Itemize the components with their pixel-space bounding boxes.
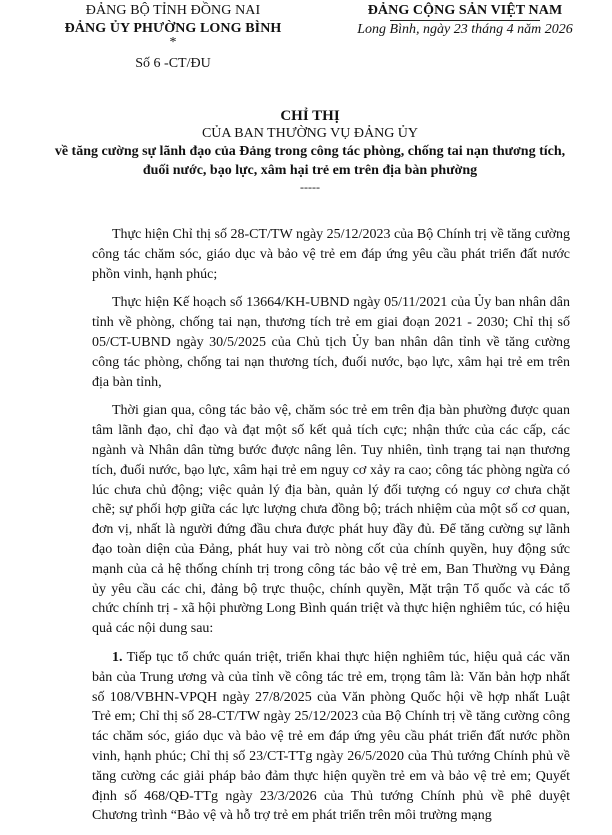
- party-committee-name: ĐẢNG ỦY PHƯỜNG LONG BÌNH: [64, 21, 282, 36]
- parent-party-committee: ĐẢNG BỘ TỈNH ĐỒNG NAI: [85, 3, 261, 18]
- body-paragraph: Thời gian qua, công tác bảo vệ, chăm sóc trẻ em trên địa bàn phường được quan tâm lãnh đạo, chỉ đạo và đạt một số kết quả tích cực; nhận thức của các cấp, các ngành và Nhân dân từng bước được nâng lên. Tuy nhiên, tình trạng tai nạn thương tích, đuối nước, bạo lực, xâm hại trẻ em nguy cơ xảy ra cao; công tác phòng ngừa có lúc chưa chủ động; việc quản lý địa bàn, quản lý đối tượng có nguy cơ chưa chặt chẽ; sự phối hợp giữa các lực lượng chưa đồng bộ; trách nhiệm của một số cơ quan, đơn vị, nhất là người đứng đầu chưa được phát huy đầy đủ. Để tăng cường sự lãnh đạo toàn diện của Đảng, phát huy vai trò nòng cốt của chính quyền, huy động sức mạnh của cả hệ thống chính trị trong công tác bảo vệ trẻ em, Ban Thường vụ Đảng ủy yêu cầu các chi, đảng bộ trực thuộc, chính quyền, Mặt trận Tổ quốc và các tổ chức chính trị - xã hội phường Long Bình quán triệt và thực hiện nghiêm túc, có hiệu quả các nội dung sau:: [92, 403, 570, 637]
- document-type: CHỈ THỊ: [280, 108, 340, 124]
- place-and-date: Long Bình, ngày 23 tháng 4 năm 2026: [357, 22, 573, 37]
- body-paragraph: Thực hiện Kế hoạch số 13664/KH-UBND ngày 05/11/2021 của Ủy ban nhân dân tỉnh về phòng, chống tai nạn, thương tích trẻ em giai đoạn 2021 - 2030; Chỉ thị số 05/CT-UBND ngày 30/5/2025 của Chủ tịch Ủy ban nhân dân tỉnh về tăng cường công tác phòng, chống tai nạn thương tích, đuối nước, bạo lực, xâm hại trẻ em trên địa bàn tỉnh,: [92, 295, 570, 390]
- party-national-header: [330, 2, 600, 39]
- issuing-authority-block: [58, 2, 288, 71]
- body-paragraph: Thực hiện Chỉ thị số 28-CT/TW ngày 25/12/2023 của Bộ Chính trị về tăng cường công tác chăm sóc, giáo dục và bảo vệ trẻ em đáp ứng yêu cầu phát triển đất nước phồn vinh, hạnh phúc;: [92, 227, 570, 282]
- item-text: Tiếp tục tổ chức quán triệt, triển khai thực hiện nghiêm túc, hiệu quả các văn bản của Trung ương và của tỉnh về công tác trẻ em, trọng tâm là: Văn bản hợp nhất số 108/VBHN-VPQH ngày 27/8/2025 của Văn phòng Quốc hội về hợp nhất Luật Trẻ em; Chỉ thị số 28-CT/TW ngày 25/12/2023 của Bộ Chính trị về tăng cường công tác chăm sóc, giáo dục và bảo vệ trẻ em đáp ứng yêu cầu phát triển đất nước phồn vinh, hạnh phúc; Chỉ thị số 23/CT-TTg ngày 26/5/2020 của Thủ tướng Chính phủ về tăng cường các giải pháp bảo đảm thực hiện quyền trẻ em và bảo vệ trẻ em; Quyết định số 468/QĐ-TTg ngày 23/3/2026 của Thủ tướng Chính phủ về phê duyệt Chương trình “Bảo vệ và hỗ trợ trẻ em phát triển trên môi trường mạng: [92, 649, 570, 824]
- party-name: ĐẢNG CỘNG SẢN VIỆT NAM: [367, 3, 563, 18]
- document-issuer: CỦA BAN THƯỜNG VỤ ĐẢNG ỦY: [201, 126, 419, 141]
- numbered-item-1: [92, 648, 570, 826]
- document-body: [92, 225, 570, 835]
- document-number: Số 6 -CT/ĐU: [135, 56, 211, 71]
- item-number: 1.: [112, 649, 123, 665]
- document-subject: về tăng cường sự lãnh đạo của Đảng trong công tác phòng, chống tai nạn thương tích, đuối nước, bạo lực, xâm hại trẻ em trên địa bàn phường: [54, 144, 566, 178]
- star-mark: *: [169, 35, 177, 50]
- document-title-block: [40, 107, 580, 194]
- title-separator: -----: [300, 180, 320, 194]
